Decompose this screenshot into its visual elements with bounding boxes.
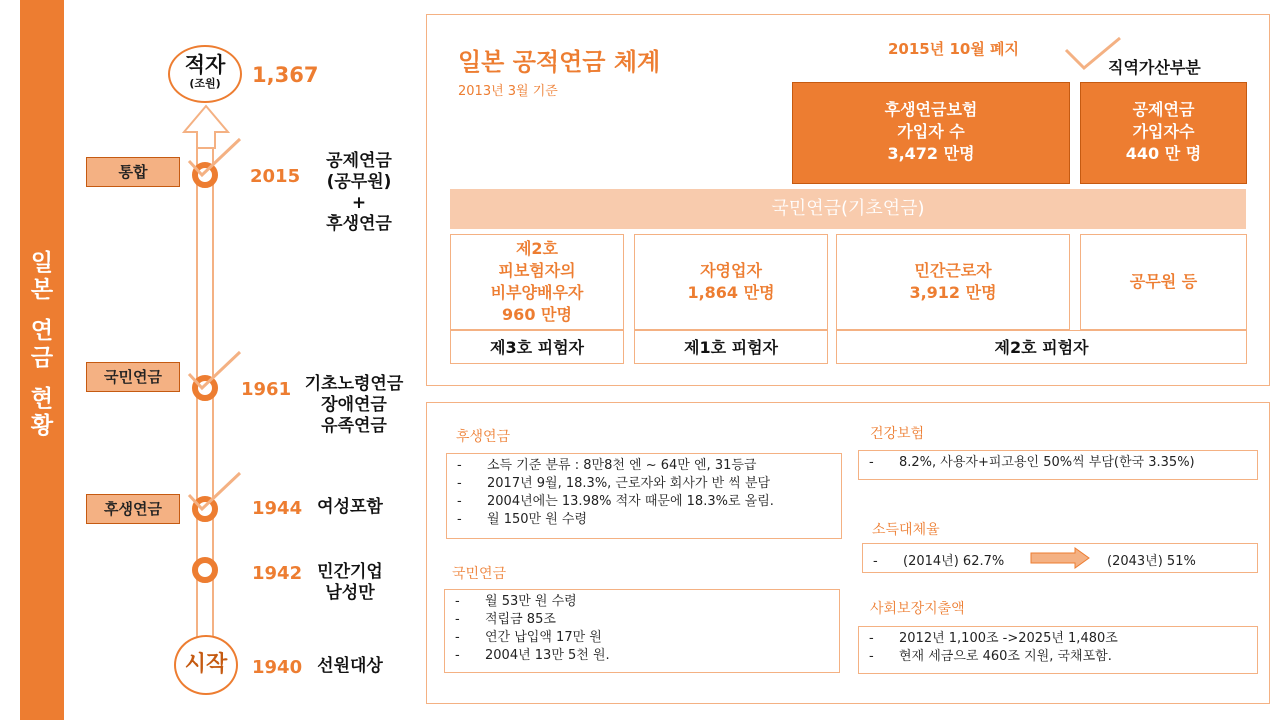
- welfare-list: [858, 626, 1258, 674]
- event-year-2015: 2015: [250, 166, 301, 187]
- replacement-from: (2014년) 62.7%: [903, 554, 1005, 569]
- list-item: - 2012년 1,100조 ->2025년 1,480조: [869, 630, 1249, 648]
- category-type1: 제1호 피험자: [634, 330, 828, 364]
- list-item: - 연간 납입액 17만 원: [455, 629, 831, 647]
- event-desc-2015: 공제연금 (공무원) + 후생연금: [326, 151, 392, 234]
- group-civil-servants: 공무원 등: [1080, 234, 1247, 330]
- start-circle: 시작: [174, 635, 238, 695]
- event-desc-1961: 기초노령연금 장애연금 유족연금: [304, 374, 404, 436]
- tag-national-pension: 국민연금: [86, 362, 180, 392]
- deficit-circle: 적자 (조원): [168, 45, 242, 103]
- list-item: - 월 150만 원 수령: [457, 511, 833, 529]
- event-desc-1942: 민간기업 남성만: [317, 562, 383, 603]
- welfare-section-title: 사회보장지출액: [870, 601, 965, 617]
- system-subtitle: 2013년 3월 기준: [458, 84, 558, 99]
- kyosai-pension-box: 공제연금 가입자수 440 만 명: [1080, 82, 1247, 184]
- kosei-list: [446, 453, 842, 539]
- tag-employee-pension: 후생연금: [86, 494, 180, 524]
- event-desc-1944: 여성포함: [317, 497, 383, 517]
- kosei-section-title: 후생연금: [456, 429, 511, 445]
- health-section-title: 건강보험: [870, 426, 925, 442]
- national-section-title: 국민연금: [452, 566, 507, 582]
- replacement-section-title: 소득대체율: [872, 522, 940, 538]
- event-desc-1940: 선원대상: [317, 656, 383, 676]
- health-list: [858, 450, 1258, 480]
- replacement-to: (2043년) 51%: [1107, 554, 1196, 569]
- check-icon: [184, 469, 244, 515]
- basic-pension-bar: 국민연금(기초연금): [450, 189, 1246, 229]
- list-item: - 현재 세금으로 460조 지원, 국채포함.: [869, 648, 1249, 666]
- kosei-insurance-box: 후생연금보험 가입자 수 3,472 만명: [792, 82, 1070, 184]
- deficit-value: 1,367: [252, 63, 319, 87]
- group-self-employed: 자영업자 1,864 만명: [634, 234, 828, 330]
- list-item: - 8.2%, 사용자+피고용인 50%씩 부담(한국 3.35%): [869, 454, 1249, 472]
- list-item: - 2004년 13만 5천 원.: [455, 647, 831, 665]
- replacement-box: - (2014년) 62.7% (2043년) 51%: [862, 543, 1258, 573]
- check-icon: [184, 348, 244, 394]
- timeline-node-1942: [192, 557, 218, 583]
- list-item: - 적립금 85조: [455, 611, 831, 629]
- event-year-1944: 1944: [252, 498, 303, 519]
- event-year-1940: 1940: [252, 657, 303, 678]
- event-year-1961: 1961: [241, 379, 292, 400]
- category-type3: 제3호 피험자: [450, 330, 624, 364]
- sidebar: [20, 0, 64, 720]
- system-title: 일본 공적연금 체계: [458, 48, 661, 76]
- list-item: - 2004년에는 13.98% 적자 때문에 18.3%로 올림.: [457, 493, 833, 511]
- list-item: - 소득 기준 분류 : 8만8천 엔 ~ 64만 엔, 31등급: [457, 457, 833, 475]
- occupational-label: 직역가산부분: [1108, 58, 1201, 77]
- arrow-right-icon: [1029, 547, 1091, 569]
- group-private-workers: 민간근로자 3,912 만명: [836, 234, 1070, 330]
- national-list: [444, 589, 840, 673]
- list-item: - 월 53만 원 수령: [455, 593, 831, 611]
- event-year-1942: 1942: [252, 563, 303, 584]
- abolished-note: 2015년 10월 폐지: [888, 40, 1020, 58]
- check-icon: [184, 135, 244, 181]
- group-dependent-spouse: 제2호 피보험자의 비부양배우자 960 만명: [450, 234, 624, 330]
- tag-integration: 통합: [86, 157, 180, 187]
- category-type2: 제2호 피험자: [836, 330, 1247, 364]
- list-item: - 2017년 9월, 18.3%, 근로자와 회사가 반 씩 분담: [457, 475, 833, 493]
- sidebar-title: 일본 연금 현황: [30, 250, 54, 439]
